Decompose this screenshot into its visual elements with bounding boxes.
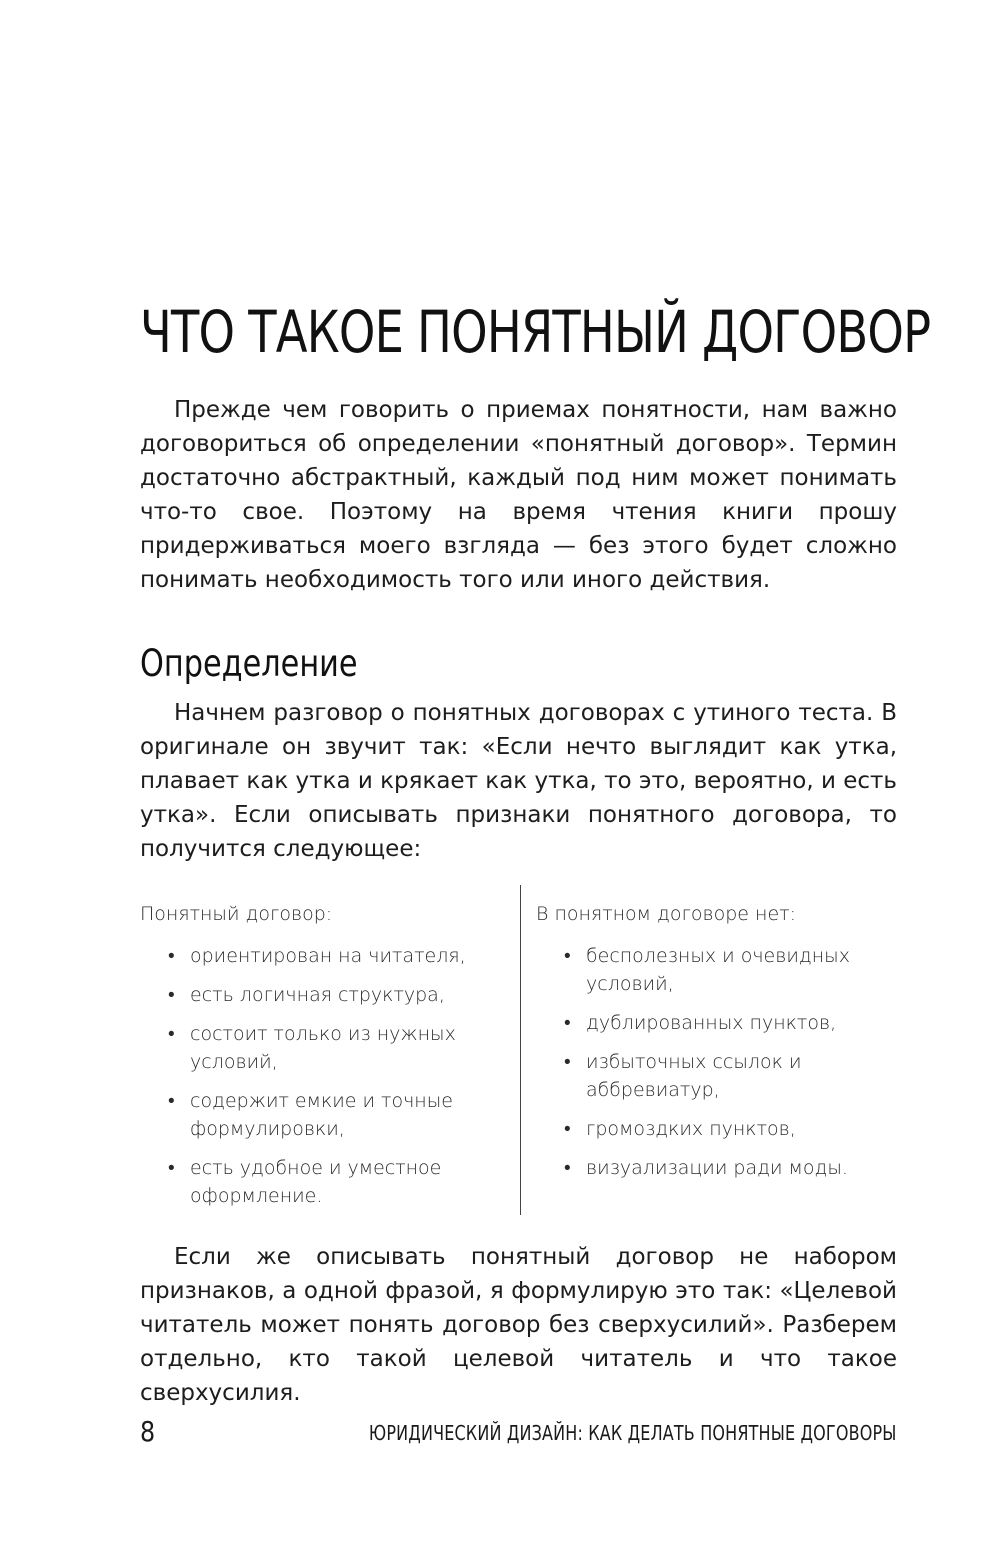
left-column-heading: Понятный договор: xyxy=(140,903,333,925)
list-item: • есть логичная структура, xyxy=(140,981,500,1009)
bullet-icon: • xyxy=(564,1118,571,1140)
bullet-icon: • xyxy=(564,1012,571,1034)
list-item: • избыточных ссылок и аббревиатур, xyxy=(536,1048,876,1104)
list-item: • визуализации ради моды. xyxy=(536,1154,876,1182)
left-column-list xyxy=(140,942,500,1210)
right-column-list xyxy=(536,942,876,1182)
definition-paragraph xyxy=(140,696,897,866)
intro-paragraph xyxy=(140,393,897,597)
bullet-icon: • xyxy=(168,1157,175,1179)
bullet-icon: • xyxy=(168,984,175,1006)
list-item: • дублированных пунктов, xyxy=(536,1009,876,1037)
bullet-icon: • xyxy=(168,1090,175,1112)
page-number: 8 xyxy=(140,1415,156,1448)
closing-paragraph xyxy=(140,1240,897,1410)
list-item: • состоит только из нужных условий, xyxy=(140,1020,500,1076)
left-column xyxy=(140,885,500,1221)
list-item: • есть удобное и уместное оформление. xyxy=(140,1154,500,1210)
page-footer xyxy=(140,1414,897,1454)
right-column-heading: В понятном договоре нет: xyxy=(536,903,796,925)
bullet-icon: • xyxy=(564,945,571,967)
list-item: • ориентирован на читателя, xyxy=(140,942,500,970)
bullet-icon: • xyxy=(564,1157,571,1179)
definition-paragraph-text: Начнем разговор о понятных договорах с утиного теста. В оригинале он звучит так: «Если нечто выглядит как утка, плавает как утка и крякает как утка, то это, вероятно, и есть утка». Если описывать признаки понятного договора, то получится следующее: xyxy=(140,700,897,862)
list-item: • громоздких пунктов, xyxy=(536,1115,876,1143)
intro-paragraph-text: Прежде чем говорить о приемах понятности, нам важно договориться об определении «понятный договор». Термин достаточно абстрактный, каждый под ним может понимать что-то свое. Поэтому на время чтения книги прошу придерживаться моего взгляда — без этого будет сложно понимать необходимость того или иного действия. xyxy=(140,397,897,593)
bullet-icon: • xyxy=(168,1023,175,1045)
bullet-icon: • xyxy=(564,1051,571,1073)
closing-paragraph-text: Если же описывать понятный договор не набором признаков, а одной фразой, я формулирую это так: «Целевой читатель может понять договор без сверхусилий». Разберем отдельно, кто такой целевой читатель и что такое сверхусилия. xyxy=(140,1244,897,1406)
list-item: • бесполезных и очевидных условий, xyxy=(536,942,876,998)
right-column xyxy=(536,885,876,1193)
list-item: • содержит емкие и точные формулировки, xyxy=(140,1087,500,1143)
running-title: ЮРИДИЧЕСКИЙ ДИЗАЙН: КАК ДЕЛАТЬ ПОНЯТНЫЕ ДОГОВОРЫ xyxy=(369,1421,897,1445)
comparison-columns xyxy=(140,885,897,1215)
bullet-icon: • xyxy=(168,945,175,967)
column-divider xyxy=(520,885,521,1215)
chapter-title: ЧТО ТАКОЕ ПОНЯТНЫЙ ДОГОВОР xyxy=(140,298,931,366)
section-title-definition: Определение xyxy=(140,642,358,685)
